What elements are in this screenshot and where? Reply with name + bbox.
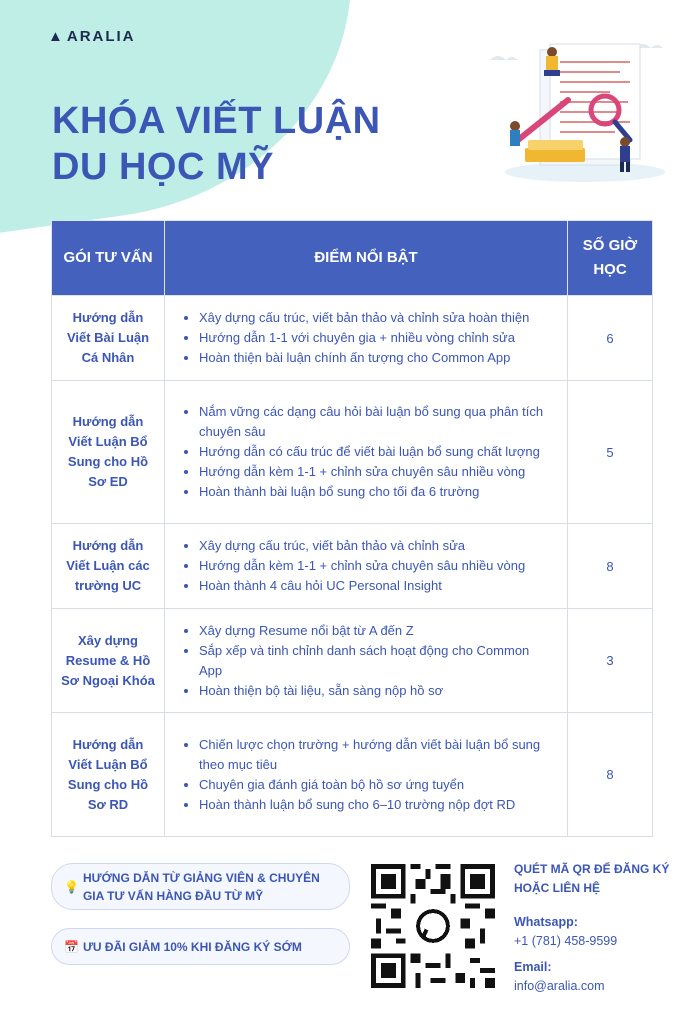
highlight-item: • Chiến lược chọn trường + hướng dẫn viết bài luận bổ sung theo mục tiêu: [199, 735, 555, 775]
highlight-item: • Xây dựng Resume nổi bật từ A đến Z: [199, 621, 555, 641]
hours-value: 6: [568, 296, 653, 381]
table-row: [52, 713, 653, 837]
header-hours: SỐ GIỜ HỌC: [568, 221, 653, 296]
highlight-item: • Hướng dẫn 1-1 với chuyên gia + nhiều vòng chỉnh sửa: [199, 328, 555, 348]
expert-badge: [51, 863, 350, 910]
highlight-item: • Hướng dẫn kèm 1-1 + chỉnh sửa chuyên sâu nhiều vòng: [199, 462, 555, 482]
highlights-cell: [165, 609, 568, 713]
course-table: [51, 220, 653, 837]
package-name: Xây dựng Resume & Hồ Sơ Ngoại Khóa: [52, 609, 165, 713]
email-address[interactable]: info@aralia.com: [514, 979, 605, 993]
highlight-item: • Hoàn thiện bài luận chính ấn tượng cho Common App: [199, 348, 555, 368]
highlights-cell: [165, 381, 568, 524]
calendar-icon: 📅: [64, 939, 79, 954]
whatsapp-label: Whatsapp:: [514, 915, 578, 929]
header-highlights: ĐIỂM NỔI BẬT: [165, 221, 568, 296]
highlight-item: • Sắp xếp và tinh chỉnh danh sách hoạt động cho Common App: [199, 641, 555, 681]
table-row: [52, 524, 653, 609]
hours-value: 3: [568, 609, 653, 713]
lightbulb-icon: 💡: [64, 879, 79, 894]
hours-value: 8: [568, 524, 653, 609]
highlight-item: • Chuyên gia đánh giá toàn bộ hồ sơ ứng tuyển: [199, 775, 555, 795]
whatsapp-number[interactable]: +1 (781) 458-9599: [514, 934, 618, 948]
title-line-2: DU HỌC MỸ: [52, 146, 274, 188]
contact-info: [514, 860, 674, 996]
brand-logo: [48, 28, 136, 45]
highlights-cell: [165, 524, 568, 609]
table-row: [52, 296, 653, 381]
highlight-item: • Hoàn thành luận bổ sung cho 6–10 trường nộp đợt RD: [199, 795, 555, 815]
package-name: Hướng dẫn Viết Luận các trường UC: [52, 524, 165, 609]
highlight-item: • Hoàn thiện bộ tài liệu, sẵn sàng nộp hồ sơ: [199, 681, 555, 701]
highlight-item: • Nắm vững các dạng câu hỏi bài luận bổ sung qua phân tích chuyên sâu: [199, 402, 555, 442]
package-name: Hướng dẫn Viết Bài Luận Cá Nhân: [52, 296, 165, 381]
highlight-item: • Hoàn thành 4 câu hỏi UC Personal Insight: [199, 576, 555, 596]
hours-value: 8: [568, 713, 653, 837]
aralia-logo-icon: ▲: [48, 28, 65, 45]
qr-code-icon[interactable]: [371, 864, 495, 988]
table-row: [52, 381, 653, 524]
highlights-cell: [165, 713, 568, 837]
page-title: [52, 98, 381, 190]
email-label: Email:: [514, 960, 552, 974]
writing-illustration-icon: [470, 30, 680, 190]
qr-instruction: QUÉT MÃ QR ĐỂ ĐĂNG KÝ HOẶC LIÊN HỆ: [514, 862, 670, 895]
highlight-item: • Hướng dẫn có cấu trúc để viết bài luận bổ sung chất lượng: [199, 442, 555, 462]
title-line-1: KHÓA VIẾT LUẬN: [52, 100, 381, 142]
highlight-item: • Xây dựng cấu trúc, viết bản thảo và chỉnh sửa: [199, 536, 555, 556]
package-name: Hướng dẫn Viết Luận Bổ Sung cho Hồ Sơ RD: [52, 713, 165, 837]
table-header-row: [52, 221, 653, 296]
hours-value: 5: [568, 381, 653, 524]
brand-name: ARALIA: [66, 28, 136, 45]
table-row: [52, 609, 653, 713]
expert-badge-text: HƯỚNG DẪN TỪ GIẢNG VIÊN & CHUYÊN GIA TƯ VẤN HÀNG ĐẦU TỪ MỸ: [82, 870, 320, 903]
highlights-cell: [165, 296, 568, 381]
header-package: GÓI TƯ VẤN: [52, 221, 165, 296]
discount-badge: [51, 928, 350, 965]
highlight-item: • Xây dựng cấu trúc, viết bản thảo và chỉnh sửa hoàn thiện: [199, 308, 555, 328]
highlight-item: • Hướng dẫn kèm 1-1 + chỉnh sửa chuyên sâu nhiều vòng: [199, 556, 555, 576]
discount-badge-text: ƯU ĐÃI GIẢM 10% KHI ĐĂNG KÝ SỚM: [82, 939, 302, 954]
highlight-item: • Hoàn thành bài luận bổ sung cho tối đa 6 trường: [199, 482, 555, 502]
package-name: Hướng dẫn Viết Luận Bổ Sung cho Hồ Sơ ED: [52, 381, 165, 524]
